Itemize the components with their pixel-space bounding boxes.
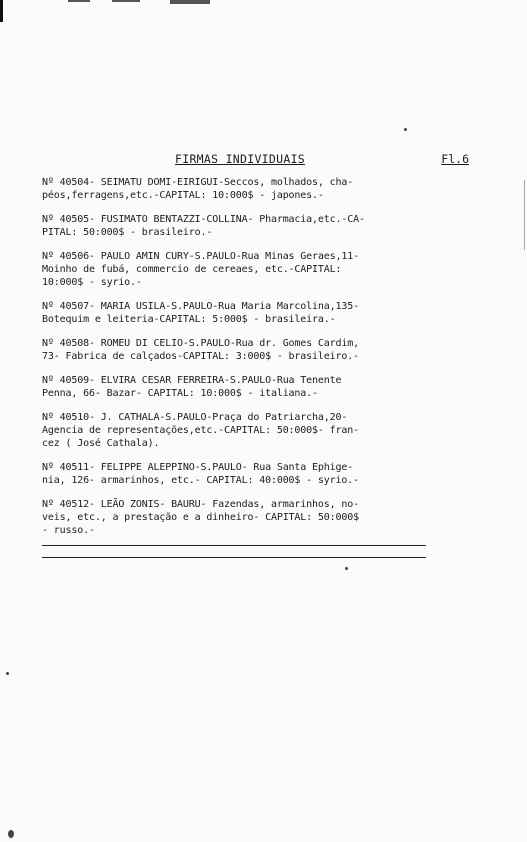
edge-mark [0,0,3,22]
list-item: Nº 40512- LEÃO ZONIS- BAURU- Fazendas, armarinhos, no- veis, etc., a prestação e a dinheiro- CAPITAL: 50:000$ - russo.- [42,499,360,536]
list-item: Nº 40507- MARIA USILA-S.PAULO-Rua Maria Marcolina,135- Botequim e leiteria-CAPITAL: 5:000$ - brasileira.- [42,301,360,325]
list-item: Nº 40505- FUSIMATO BENTAZZI-COLLINA- Pharmacia,etc.-CA- PITAL: 50:000$ - brasileiro.- [42,214,365,238]
entry-list [42,176,426,548]
list-item: Nº 40504- SEIMATU DOMI-EIRIGUI-Seccos, molhados, cha- péos,ferragens,etc.-CAPITAL: 10:000$ - japones.- [42,177,354,201]
scan-artifact [68,0,90,2]
list-item: Nº 40510- J. CATHALA-S.PAULO-Praça do Patriarcha,20- Agencia de representações,etc.-CAPITAL: 50:000$- fran- cez ( José Cathala). [42,412,360,449]
list-item: Nº 40511- FELIPPE ALEPPINO-S.PAULO- Rua Santa Ephige- nia, 126- armarinhos, etc.- CAPITAL: 40:000$ - syrio.- [42,462,360,486]
list-item: Nº 40509- ELVIRA CESAR FERREIRA-S.PAULO-Rua Tenente Penna, 66- Bazar- CAPITAL: 10:000$ - italiana.- [42,375,342,399]
list-item: Nº 40506- PAULO AMIN CURY-S.PAULO-Rua Minas Geraes,11- Moinho de fubá, commercio de cereaes, etc.-CAPITAL: 10:000$ - syrio.- [42,251,360,288]
page-number: Fl.6 [441,152,469,166]
scan-artifact [170,0,210,4]
divider [42,557,426,558]
page-header [42,152,487,168]
speck [8,830,14,838]
divider [42,545,426,546]
speck [345,567,348,570]
edge-mark [524,180,525,250]
scan-artifact [112,0,140,2]
list-item: Nº 40508- ROMEU DI CELIO-S.PAULO-Rua dr. Gomes Cardim, 73- Fabrica de calçados-CAPITAL: 3:000$ - brasileiro.- [42,338,360,362]
speck [6,672,9,675]
speck [404,128,407,131]
page-title: FIRMAS INDIVIDUAIS [175,152,306,166]
